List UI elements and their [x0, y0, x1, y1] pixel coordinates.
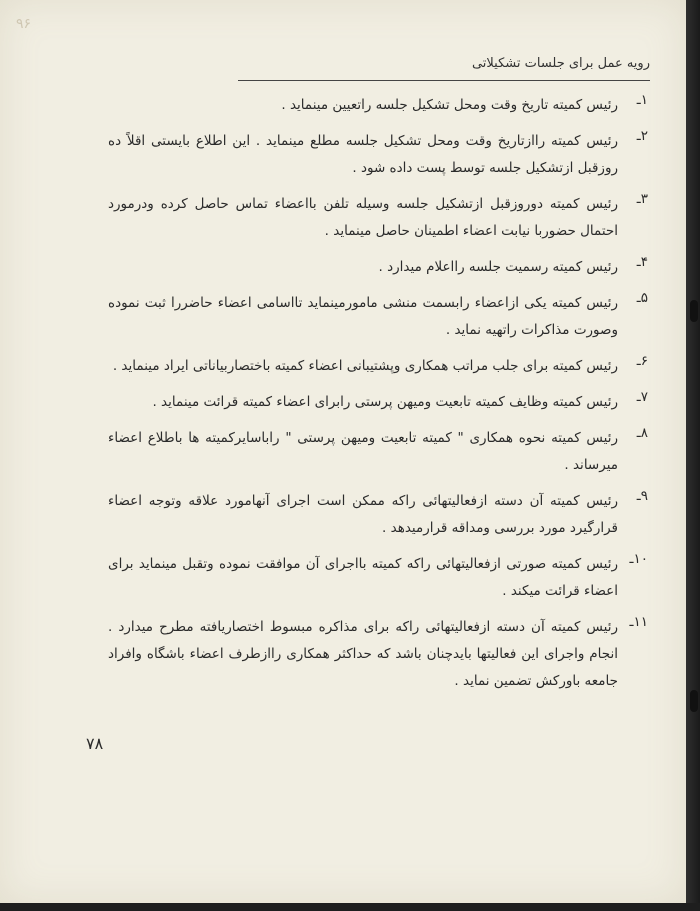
header-rule [238, 80, 650, 81]
list-item [108, 290, 648, 344]
item-number: ۶ـ [636, 353, 648, 369]
item-text: رئیس کمیته صورتی ازفعالیتهائی راکه کمیته بااجرای آن موافقت نموده وتقبل مینماید برای اعضاء قرائت میکند . [108, 556, 618, 599]
item-number: ۵ـ [636, 290, 648, 306]
item-number: ۲ـ [636, 128, 648, 144]
item-text: رئیس کمیته برای جلب مراتب همکاری وپشتیبانی اعضاء کمیته باختصاربیاناتی ایراد مینماید . [112, 358, 618, 374]
list-item [108, 128, 648, 182]
list-item [108, 254, 648, 281]
item-text: رئیس کمیته یکی ازاعضاء رابسمت منشی مامورمینماید تااسامی اعضاء حاضررا ثبت نموده وصورت مذاکرات راتهیه نماید . [108, 295, 618, 338]
item-text: رئیس کمیته راازتاریخ وقت ومحل تشکیل جلسه مطلع مینماید . این اطلاع بایستی اقلاً ده روزقبل ازتشکیل جلسه توسط پست داده شود . [108, 133, 618, 176]
item-text: رئیس کمیته تاریخ وقت ومحل تشکیل جلسه راتعیین مینماید . [281, 97, 618, 113]
item-number: ۴ـ [636, 254, 648, 270]
item-text: رئیس کمیته دوروزقبل ازتشکیل جلسه وسیله تلفن بااعضاء تماس حاصل کرده ودرمورد احتمال حضوربا نیابت اعضاء اطمینان حاصل مینماید . [108, 196, 618, 239]
punch-hole [690, 690, 698, 712]
scan-edge-right [686, 0, 700, 911]
page-number: ۷۸ [86, 734, 104, 753]
item-number: ۹ـ [636, 488, 648, 504]
list-item [108, 353, 648, 380]
item-number: ۷ـ [636, 389, 648, 405]
list-item [108, 389, 648, 416]
item-number: ۱۱ـ [629, 614, 648, 630]
corner-page-number: ۹۶ [16, 16, 32, 32]
list-item [108, 191, 648, 245]
item-number: ۳ـ [636, 191, 648, 207]
item-number: ۸ـ [636, 425, 648, 441]
item-number: ۱ـ [636, 92, 648, 108]
item-text: رئیس کمیته رسمیت جلسه رااعلام میدارد . [378, 259, 618, 275]
item-text: رئیس کمیته آن دسته ازفعالیتهائی راکه برای مذاکره مبسوط اختصاریافته مطرح میدارد . انجام واجرای این فعالیتها بایدچنان باشد که حداکثر همکاری راازطرف اعضاء باشگاه وافراد جامعه باورکش تضمین نماید . [108, 619, 618, 689]
scan-edge-bottom [0, 903, 700, 911]
list-item [108, 551, 648, 605]
list-item [108, 488, 648, 542]
list-item [108, 425, 648, 479]
item-number: ۱۰ـ [629, 551, 648, 567]
list-item [108, 92, 648, 119]
page-header: رویه عمل برای جلسات تشکیلاتی [471, 56, 650, 71]
item-text: رئیس کمیته نحوه همکاری " کمیته تابعیت ومیهن پرستی " راباسایرکمیته ها باطلاع اعضاء میرساند . [108, 430, 618, 473]
procedure-list [108, 92, 648, 704]
punch-hole [690, 300, 698, 322]
item-text: رئیس کمیته وظایف کمیته تابعیت ومیهن پرستی رابرای اعضاء کمیته قرائت مینماید . [152, 394, 618, 410]
item-text: رئیس کمیته آن دسته ازفعالیتهائی راکه ممکن است اجرای آنهامورد علاقه وتوجه اعضاء قرارگیرد مورد بررسی ومداقه قرارمیدهد . [108, 493, 618, 536]
list-item [108, 614, 648, 695]
